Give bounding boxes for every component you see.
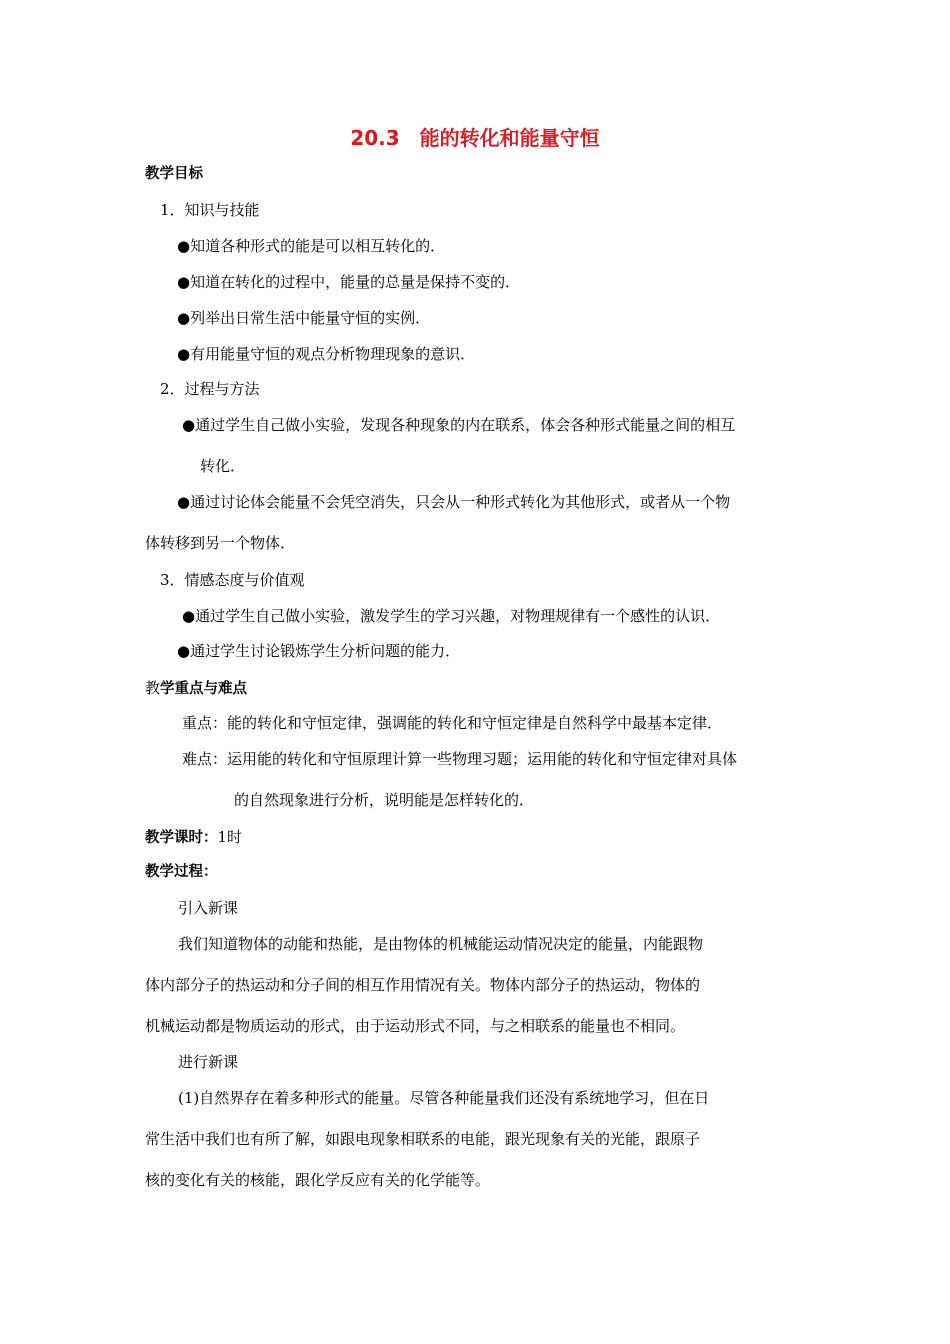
goal-text: 知道在转化的过程中，能量的总量是保持不变的． — [190, 273, 521, 291]
goal-text: 通过讨论体会能量不会凭空消失，只会从一种形式转化为其他形式，或者从一个物 — [190, 493, 731, 511]
paragraph-line: 机械运动都是物质运动的形式，由于运动形式不同，与之相联系的能量也不相同。 — [145, 1017, 686, 1035]
page-title: 20.3 能的转化和能量守恒 — [350, 126, 600, 150]
paragraph-line: 常生活中我们也有所了解，如跟电现象相联系的电能，跟光现象有关的光能，跟原子 — [145, 1130, 701, 1148]
goals-section-1: 1．知识与技能 — [160, 201, 260, 219]
goal-text: 列举出日常生活中能量守恒的实例． — [190, 309, 431, 327]
difficulty-point: 难点：运用能的转化和守恒原理计算一些物理习题；运用能的转化和守恒定律对具体 — [182, 750, 738, 768]
bullet-icon: ● — [177, 309, 191, 327]
bullet-icon: ● — [177, 345, 191, 363]
goal-item — [177, 492, 730, 512]
goals-heading: 教学目标 — [145, 166, 203, 182]
intro-heading: 引入新课 — [178, 899, 239, 917]
bullet-icon: ● — [177, 273, 191, 291]
bullet-icon: ● — [182, 416, 196, 434]
bullet-icon: ● — [177, 493, 191, 511]
class-hours: 教学课时：1时 — [145, 828, 243, 846]
goal-text: 通过学生讨论锻炼学生分析问题的能力． — [190, 642, 461, 660]
goals-section-3: 3．情感态度与价值观 — [160, 571, 305, 589]
goal-item — [177, 344, 475, 364]
goal-text-cont: 体转移到另一个物体． — [145, 534, 296, 552]
goal-text: 知道各种形式的能是可以相互转化的． — [190, 237, 446, 255]
goal-item — [182, 415, 735, 435]
paragraph-line: 核的变化有关的核能，跟化学反应有关的化学能等。 — [145, 1171, 491, 1189]
goal-item — [177, 308, 430, 328]
process-heading: 教学过程： — [145, 864, 218, 880]
new-lesson-heading: 进行新课 — [178, 1053, 239, 1071]
goal-text-cont: 转化． — [200, 457, 246, 475]
paragraph-line: (1)自然界存在着多种形式的能量。尽管各种能量我们还没有系统地学习，但在日 — [178, 1089, 710, 1107]
bullet-icon: ● — [177, 642, 191, 660]
goal-item — [177, 641, 460, 661]
key-point: 重点：能的转化和守恒定律，强调能的转化和守恒定律是自然科学中最基本定律． — [182, 714, 723, 732]
goal-text: 有用能量守恒的观点分析物理现象的意识． — [190, 345, 476, 363]
bullet-icon: ● — [177, 237, 191, 255]
difficulty-point-cont: 的自然现象进行分析，说明能是怎样转化的． — [234, 791, 535, 809]
goal-item — [182, 606, 720, 626]
keypoints-heading: 教学重点与难点 — [145, 679, 248, 697]
bullet-icon: ● — [182, 607, 196, 625]
paragraph-line: 体内部分子的热运动和分子间的相互作用情况有关。物体内部分子的热运动，物体的 — [145, 976, 701, 994]
goal-text: 通过学生自己做小实验，激发学生的学习兴趣，对物理规律有一个感性的认识． — [195, 607, 721, 625]
goal-item — [177, 236, 445, 256]
goal-text: 通过学生自己做小实验，发现各种现象的内在联系，体会各种形式能量之间的相互 — [195, 416, 736, 434]
goal-item — [177, 272, 520, 292]
paragraph-line: 我们知道物体的动能和热能，是由物体的机械能运动情况决定的能量，内能跟物 — [178, 935, 704, 953]
goals-section-2: 2．过程与方法 — [160, 380, 260, 398]
